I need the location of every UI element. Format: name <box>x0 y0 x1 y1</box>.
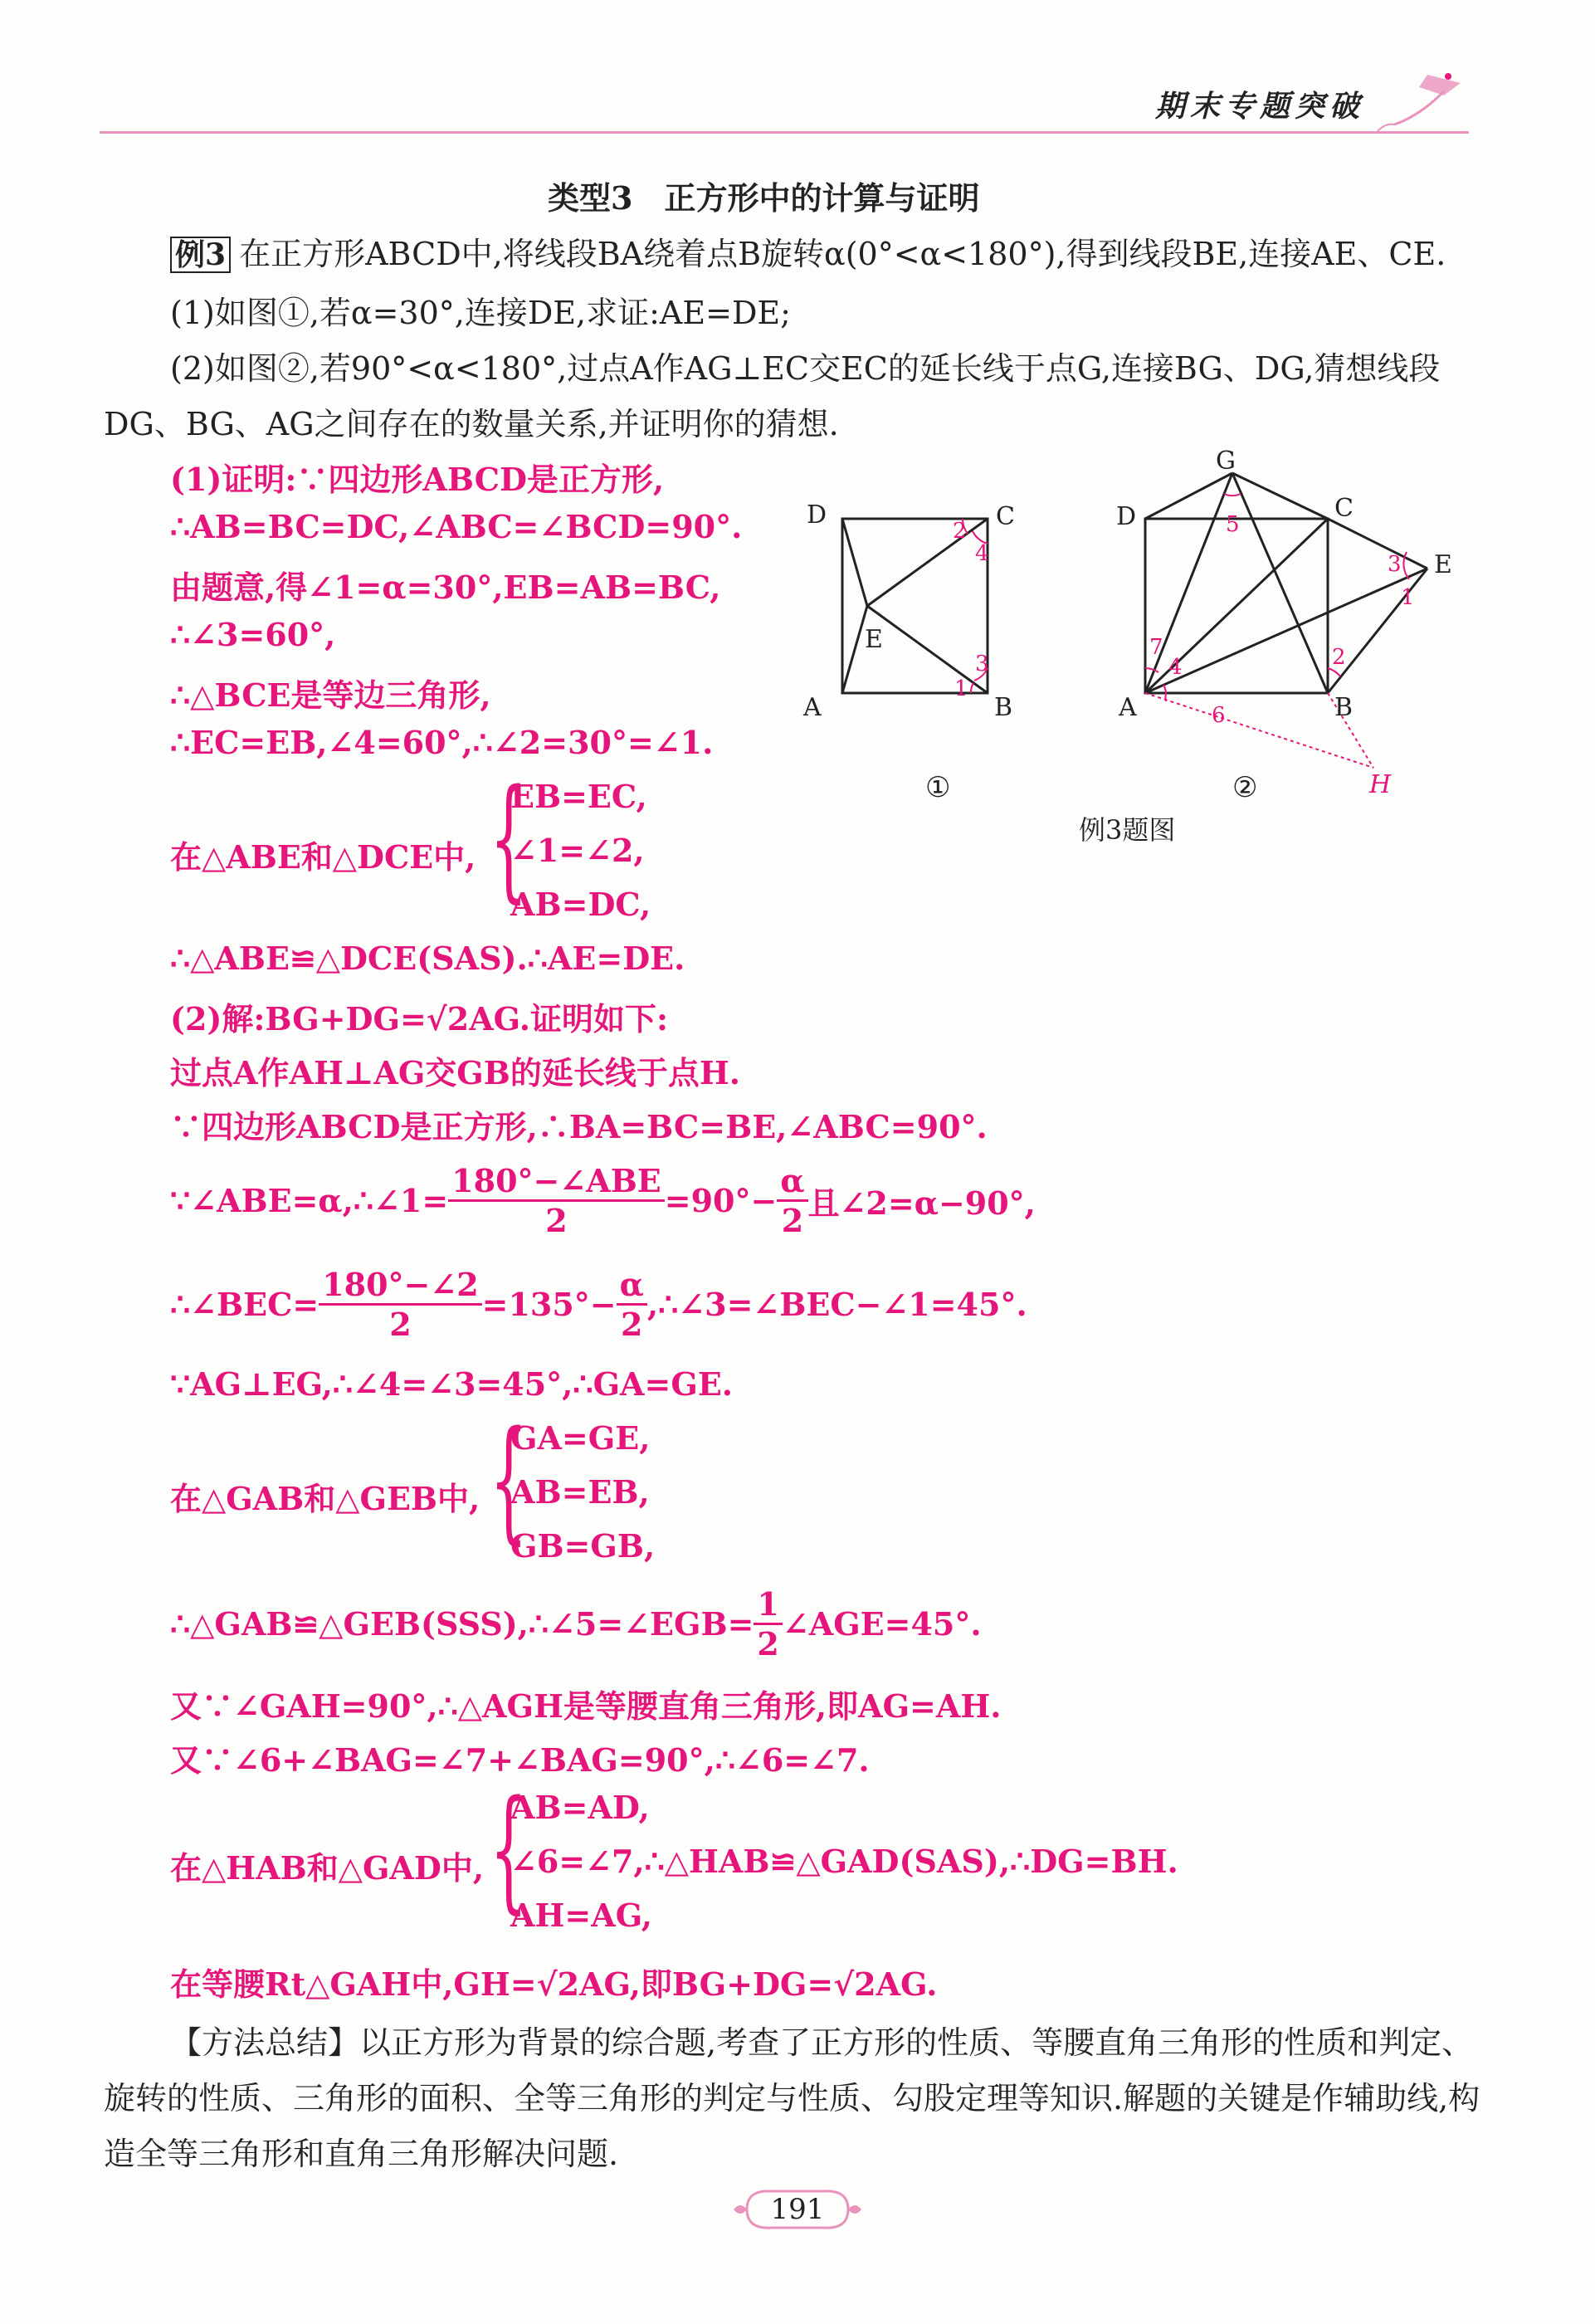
sol2-line7 <box>170 1585 982 1662</box>
header-divider <box>100 131 1469 134</box>
fraction-denominator: 2 <box>545 1202 568 1239</box>
f1-angle-2: 2 <box>953 519 967 544</box>
section-title: 类型3 正方形中的计算与证明 <box>548 179 980 217</box>
figures <box>797 448 1494 805</box>
fraction-denominator: 2 <box>621 1306 643 1343</box>
sol2-line6: ∵AG⊥EG,∴∠4=∠3=45°,∴GA=GE. <box>170 1365 734 1403</box>
fraction-numerator: α <box>777 1162 807 1202</box>
sol2-condition-prefix-1: 在△GAB和△GEB中, <box>170 1480 480 1517</box>
sol1-condition-prefix: 在△ABE和△DCE中, <box>170 838 476 876</box>
figure-2 <box>1145 473 1427 693</box>
sol2-brace-2: { <box>490 1771 528 1926</box>
sol1-line6: ∴EC=EB,∠4=60°,∴∠2=30°=∠1. <box>170 724 714 761</box>
sol1-brace: { <box>490 760 528 915</box>
problem-part1: (1)如图①,若α=30°,连接DE,求证:AE=DE; <box>170 295 791 331</box>
fraction <box>448 1162 665 1239</box>
sol2-line4-mid: =90°− <box>664 1182 778 1219</box>
sol2-brace-1: { <box>490 1402 528 1557</box>
sol2-line7-post: ∠AGE=45°. <box>782 1605 982 1643</box>
f2-angle-6: 6 <box>1212 703 1226 728</box>
f2-angle-5: 5 <box>1226 512 1240 537</box>
f2-label-A: A <box>1119 693 1137 722</box>
summary-line2: 旋转的性质、三角形的面积、全等三角形的判定与性质、勾股定理等知识.解题的关键是作辅助线,构 <box>104 2080 1480 2116</box>
f2-label-D: D <box>1116 502 1137 531</box>
f2-label-E: E <box>1434 550 1452 579</box>
sol2-line8: 又∵∠GAH=90°,∴△AGH是等腰直角三角形,即AG=AH. <box>170 1687 1002 1725</box>
fraction-denominator: 2 <box>389 1306 412 1343</box>
f2-label-C: C <box>1334 494 1354 523</box>
sol2-line5-mid: =135°− <box>481 1286 617 1323</box>
f1-label-D: D <box>807 500 827 530</box>
fraction-numerator: α <box>617 1266 647 1306</box>
fraction-numerator: 180°−∠ABE <box>448 1162 665 1202</box>
sol1-line1: (1)证明:∵四边形ABCD是正方形, <box>170 461 665 498</box>
f1-angle-4: 4 <box>975 541 989 566</box>
sol2-line5-pre: ∴∠BEC= <box>170 1286 319 1323</box>
sol1-condition-2: ∠1=∠2, <box>510 832 645 869</box>
sol2-final: 在等腰Rt△GAH中,GH=√2AG,即BG+DG=√2AG. <box>170 1965 938 2003</box>
fraction-denominator: 2 <box>757 1625 779 1662</box>
summary-line3: 造全等三角形和直角三角形解决问题. <box>104 2136 619 2172</box>
f1-angle-1: 1 <box>954 676 968 701</box>
sol1-condition-1: EB=EC, <box>510 778 647 815</box>
fig1-label: ① <box>925 771 951 804</box>
sol2-line5 <box>170 1266 1027 1343</box>
fraction <box>754 1585 782 1662</box>
sol2-line4-post: 且∠2=α−90°, <box>807 1184 1036 1222</box>
problem-stem-line <box>170 228 1446 274</box>
sol2-condition-5: ∠6=∠7,∴△HAB≌△GAD(SAS),∴DG=BH. <box>510 1843 1178 1880</box>
f2-angle-1: 1 <box>1401 585 1415 610</box>
sol2-condition-1: GA=GE, <box>510 1419 651 1457</box>
sol1-line5: ∴△BCE是等边三角形, <box>170 676 491 714</box>
fig2-label: ② <box>1232 771 1258 804</box>
problem-part2-line2: DG、BG、AG之间存在的数量关系,并证明你的猜想. <box>104 406 839 442</box>
pencil-cap-decoration-icon <box>1369 58 1477 141</box>
f2-angle-7: 7 <box>1149 635 1163 660</box>
fraction <box>319 1266 481 1343</box>
f1-label-C: C <box>996 502 1015 531</box>
sol1-condition-3: AB=DC, <box>510 886 651 923</box>
page-number: 191 <box>770 2193 825 2226</box>
figure-caption: 例3题图 <box>1079 814 1176 846</box>
sol2-line4-pre: ∵∠ABE=α,∴∠1= <box>170 1182 449 1219</box>
sol2-line1: (2)解:BG+DG=√2AG.证明如下: <box>170 1000 669 1038</box>
f1-label-B: B <box>994 693 1013 722</box>
sol2-condition-3: GB=GB, <box>510 1527 656 1565</box>
sol1-line4: ∴∠3=60°, <box>170 616 336 653</box>
sol2-condition-2: AB=EB, <box>510 1473 650 1511</box>
f2-angle-2: 2 <box>1332 645 1346 670</box>
problem-part2-line1: (2)如图②,若90°<α<180°,过点A作AG⊥EC交EC的延长线于点G,连接BG、DG,猜想线段 <box>170 350 1441 387</box>
sol2-condition-4: AB=AD, <box>510 1789 650 1826</box>
sol2-line2: 过点A作AH⊥AG交GB的延长线于点H. <box>170 1054 740 1091</box>
summary-line1: 【方法总结】以正方形为背景的综合题,考查了正方形的性质、等腰直角三角形的性质和判定、 <box>170 2024 1474 2061</box>
fraction-denominator: 2 <box>781 1202 804 1239</box>
f2-angle-4: 4 <box>1168 655 1183 680</box>
f1-angle-3: 3 <box>975 652 989 676</box>
sol2-line4 <box>170 1162 1036 1239</box>
sol2-line9: 又∵∠6+∠BAG=∠7+∠BAG=90°,∴∠6=∠7. <box>170 1741 870 1779</box>
f2-label-G: G <box>1216 448 1236 476</box>
f2-label-H: H <box>1369 770 1392 799</box>
problem-stem: 在正方形ABCD中,将线段BA绕着点B旋转α(0°<α<180°),得到线段BE,连接AE、CE. <box>239 236 1446 272</box>
figure-1 <box>842 519 988 693</box>
sol1-line2: ∴AB=BC=DC,∠ABC=∠BCD=90°. <box>170 508 743 545</box>
sol2-line7-pre: ∴△GAB≌△GEB(SSS),∴∠5=∠EGB= <box>170 1605 754 1643</box>
sol2-line5-post: ,∴∠3=∠BEC−∠1=45°. <box>646 1286 1027 1323</box>
sol2-condition-prefix-2: 在△HAB和△GAD中, <box>170 1849 485 1887</box>
figure-2-angle-arcs <box>1145 494 1409 701</box>
sol2-condition-6: AH=AG, <box>510 1897 653 1934</box>
sol1-line3: 由题意,得∠1=α=30°,EB=AB=BC, <box>170 569 721 606</box>
f1-label-E: E <box>865 625 883 654</box>
sol1-conclusion: ∴△ABE≌△DCE(SAS).∴AE=DE. <box>170 940 685 977</box>
fraction <box>777 1162 807 1239</box>
f2-label-B: B <box>1334 693 1354 722</box>
f1-label-A: A <box>803 693 822 722</box>
fraction <box>617 1266 647 1343</box>
fraction-numerator: 180°−∠2 <box>319 1266 481 1306</box>
header-title: 期末专题突破 <box>1155 89 1365 124</box>
sol2-line3: ∵四边形ABCD是正方形,∴BA=BC=BE,∠ABC=90°. <box>170 1108 988 1145</box>
example-label: 例3 <box>170 237 231 273</box>
f2-angle-3: 3 <box>1388 552 1402 577</box>
fraction-numerator: 1 <box>754 1585 782 1625</box>
